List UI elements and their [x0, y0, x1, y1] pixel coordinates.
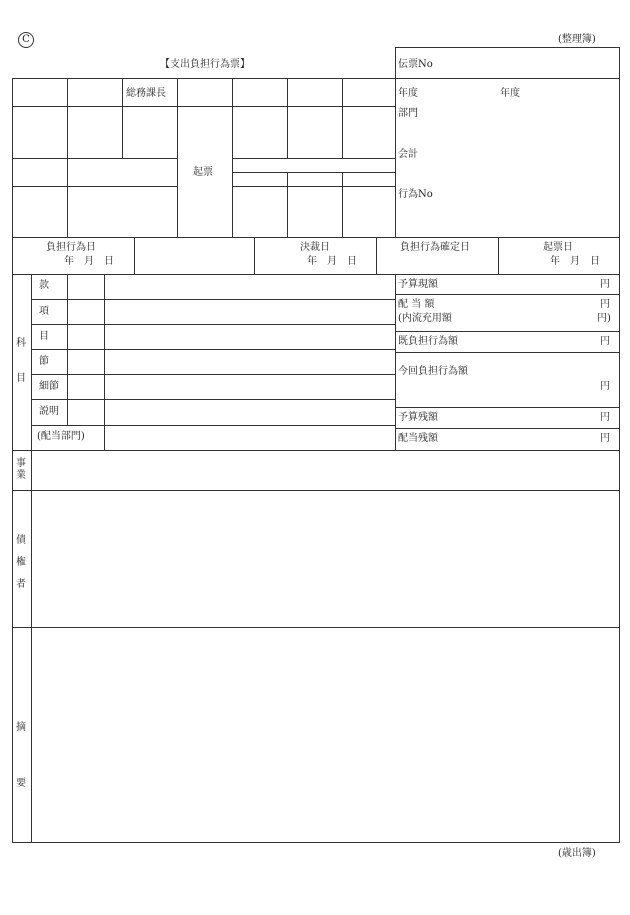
subject-label-1: 科 [16, 338, 26, 349]
budget-remaining-label: 予算残額 [398, 412, 438, 423]
fiscal-year-label-2: 年度 [500, 88, 520, 99]
yen-unit: 円 [600, 336, 610, 347]
act-no-label: 行為No [398, 189, 433, 200]
subject-row-kou: 項 [39, 306, 49, 317]
subject-row-saisetsu: 細節 [39, 381, 59, 392]
department-label: 部門 [398, 108, 418, 119]
summary-label: 摘要 [16, 722, 26, 789]
slip-no-label: 伝票No [398, 59, 433, 70]
yen-unit: 円 [600, 381, 610, 392]
prior-burden-label: 既負担行為額 [398, 336, 458, 347]
draft-date-ymd: 年 月 日 [550, 256, 600, 267]
allocation-label: 配 当 額 [398, 299, 435, 310]
general-affairs-chief-label: 総務課長 [126, 88, 166, 99]
yen-close-unit: 円) [597, 313, 611, 324]
creditor-label: 債権者 [16, 535, 26, 590]
copyright-icon: C [18, 32, 34, 48]
allocation-dept-label: (配当部門) [37, 431, 85, 442]
decision-date-label: 決裁日 [300, 242, 330, 253]
subject-row-kan: 款 [39, 280, 49, 291]
yen-unit: 円 [600, 299, 610, 310]
yen-unit: 円 [600, 433, 610, 444]
subject-label-2: 目 [16, 373, 26, 384]
ledger-bottom-label: (歳出簿) [558, 848, 596, 859]
yen-unit: 円 [600, 279, 610, 290]
ledger-top-label: (整理簿) [558, 34, 596, 45]
budget-current-label: 予算現額 [398, 279, 438, 290]
decision-date-ymd: 年 月 日 [307, 256, 357, 267]
allocation-remaining-label: 配当残額 [398, 433, 438, 444]
internal-use-label: (内流充用額 [398, 313, 452, 324]
form-title: 【支出負担行為票】 [160, 59, 250, 70]
subject-row-moku: 目 [39, 331, 49, 342]
fiscal-year-label-1: 年度 [398, 88, 418, 99]
subject-row-setsu: 節 [39, 356, 49, 367]
drafting-label: 起票 [193, 167, 213, 178]
this-burden-label: 今回負担行為額 [398, 366, 468, 377]
confirm-date-label: 負担行為確定日 [400, 242, 470, 253]
draft-date-label: 起票日 [543, 242, 573, 253]
yen-unit: 円 [600, 412, 610, 423]
project-label: 事業 [16, 458, 26, 481]
burden-date-ymd: 年 月 日 [64, 256, 114, 267]
subject-row-setsumei: 説明 [39, 406, 59, 417]
accounting-label: 会計 [398, 149, 418, 160]
burden-date-label: 負担行為日 [46, 242, 96, 253]
